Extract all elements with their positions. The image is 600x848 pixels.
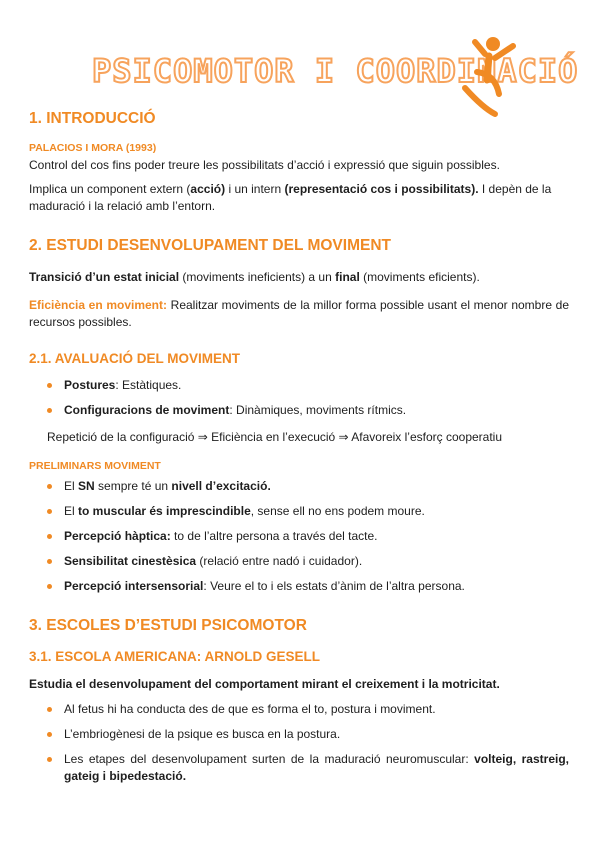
text: : Veure el to i els estats d’ànim de l’altra persona. <box>203 579 465 593</box>
list-item <box>29 402 569 419</box>
bold-text: volteig, rastreig, gateig i bipedestació. <box>64 752 569 783</box>
bold-text: (representació cos i possibilitats). <box>284 182 479 196</box>
bold-text: nivell d’excitació. <box>171 479 271 493</box>
text: to de l’altre persona a través del tacte. <box>170 529 378 543</box>
bold-text: final <box>335 270 360 284</box>
list-preliminars <box>29 478 569 595</box>
paragraph-intro-2 <box>29 181 569 215</box>
bold-text: Percepció intersensorial <box>64 579 204 593</box>
text: I depèn de la maduració i la relació amb l’entorn. <box>29 182 552 213</box>
bold-text: Postures <box>64 378 116 392</box>
bold-text: Sensibilitat cinestèsica <box>64 554 197 568</box>
bold-text: to muscular és imprescindible <box>78 504 251 518</box>
paragraph-transicio <box>29 269 569 286</box>
subheading-preliminars: PRELIMINARS MOVIMENT <box>29 460 161 472</box>
highlight-text: Eficiència en moviment: <box>29 298 168 312</box>
bold-text: Percepció hàptica: <box>64 529 171 543</box>
title-banner <box>0 38 600 108</box>
text: i un intern <box>225 182 285 196</box>
section-heading-estudi: 2. ESTUDI DESENVOLUPAMENT DEL MOVIMENT <box>29 237 391 254</box>
paragraph-eficiencia <box>29 297 569 331</box>
list-item: Al fetus hi ha conducta des de que es forma el to, postura i moviment. <box>29 701 569 718</box>
subsection-heading-avaluacio: 2.1. AVALUACIÓ DEL MOVIMENT <box>29 351 241 366</box>
list-item <box>29 528 569 545</box>
dancing-figure-icon <box>455 32 525 122</box>
text: Implica un component extern ( <box>29 182 191 196</box>
note-repeticio: Repetició de la configuració ⇒ Eficiència en l’execució ⇒ Afavoreix l’esforç cooperatiu <box>47 430 503 444</box>
text: : Estàtiques. <box>115 378 182 392</box>
bold-text: Configuracions de moviment <box>64 403 230 417</box>
list-item <box>29 578 569 595</box>
text: sempre té un <box>94 479 172 493</box>
bold-text: Transició d’un estat inicial <box>29 270 180 284</box>
text: Les etapes del desenvolupament surten de la maduració neuromuscular: <box>64 752 475 766</box>
page-title: PSICOMOTOR I COORDINACIÓ <box>92 52 579 90</box>
text: (moviments eficients). <box>359 270 480 284</box>
paragraph-lead: Estudia el desenvolupament del comportament mirant el creixement i la motricitat. <box>29 677 500 691</box>
section-heading-introduccio: 1. INTRODUCCIÓ <box>29 110 156 127</box>
paragraph-intro-1: Control del cos fins poder treure les possibilitats d’acció i expressió que siguin possibles. <box>29 158 500 172</box>
text: , sense ell no ens podem moure. <box>250 504 425 518</box>
text: Realitzar moviments de la millor forma possible usant el menor nombre de recursos possibles. <box>29 298 570 329</box>
subsection-heading-gesell: 3.1. ESCOLA AMERICANA: ARNOLD GESELL <box>29 649 321 664</box>
text: (moviments ineficients) a un <box>179 270 336 284</box>
bold-text: SN <box>78 479 95 493</box>
text: El <box>64 504 79 518</box>
list-item <box>29 503 569 520</box>
list-item <box>29 751 569 785</box>
list-item <box>29 478 569 495</box>
list-item <box>29 553 569 570</box>
list-gesell <box>29 701 569 785</box>
subheading-palacios-mora: PALACIOS I MORA (1993) <box>29 142 157 154</box>
bold-text: acció) <box>190 182 226 196</box>
content <box>29 110 569 785</box>
list-avaluacio <box>29 377 569 419</box>
text: : Dinàmiques, moviments rítmics. <box>229 403 407 417</box>
list-item: L’embriogènesi de la psique es busca en la postura. <box>29 726 569 743</box>
text: (relació entre nadó i cuidador). <box>196 554 363 568</box>
section-heading-escoles: 3. ESCOLES D’ESTUDI PSICOMOTOR <box>29 617 307 634</box>
text: El <box>64 479 79 493</box>
list-item <box>29 377 569 394</box>
